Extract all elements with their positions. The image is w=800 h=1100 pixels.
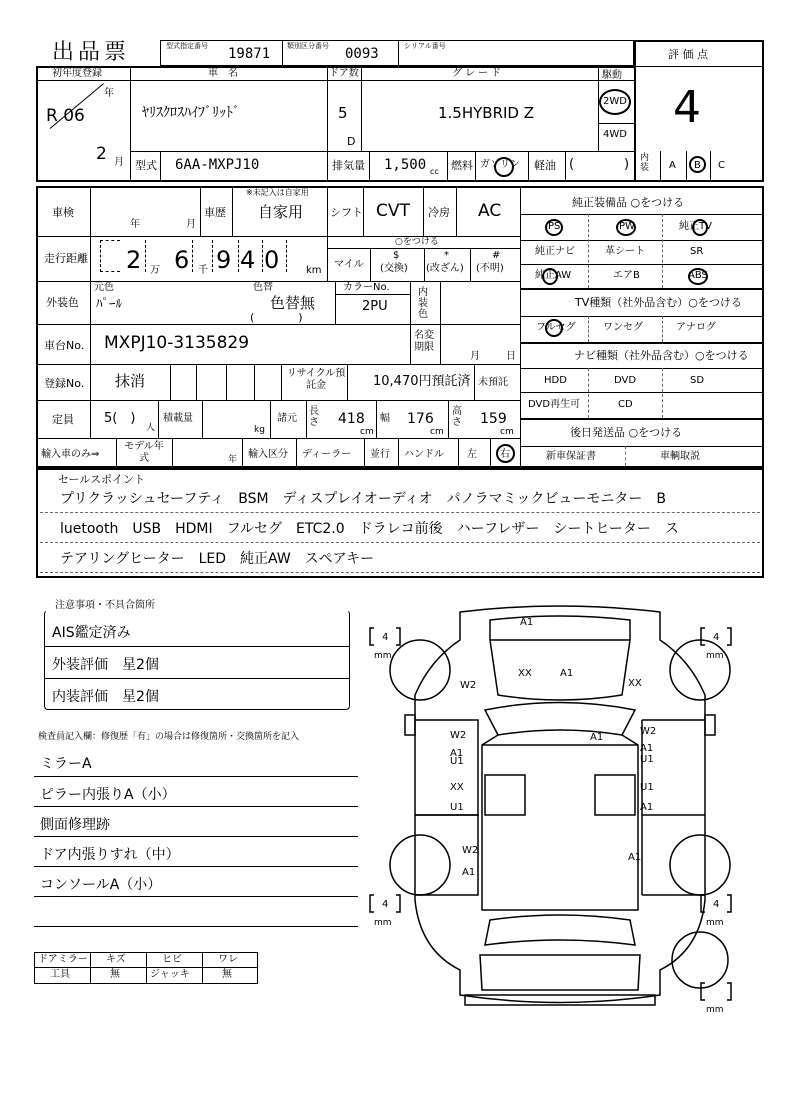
mileage-digit: 4 bbox=[240, 246, 256, 274]
type-no: 19871 bbox=[228, 46, 271, 62]
damage-mark: U1 bbox=[640, 754, 654, 765]
car-name: ﾔﾘｽｸﾛｽﾊｲﾌﾞﾘｯﾄﾞ bbox=[142, 105, 240, 121]
equip-title: 純正装備品 ○をつける bbox=[572, 196, 685, 209]
mileage-digit: 2 bbox=[126, 246, 142, 274]
orig-color-label: 元色 bbox=[94, 282, 114, 293]
doors-label: ドア数 bbox=[329, 68, 359, 79]
first-reg-month: 2 bbox=[96, 144, 107, 164]
tread-label-rr: 4 bbox=[713, 899, 720, 910]
damage-mark: W2 bbox=[462, 845, 479, 856]
model: 6AA-MXPJ10 bbox=[175, 157, 260, 173]
first-reg-label: 初年度登録 bbox=[52, 68, 102, 79]
handle-right-circle bbox=[496, 444, 515, 463]
import-dealer: ディーラー bbox=[302, 449, 352, 460]
import-class-label: 輸入区分 bbox=[248, 449, 288, 460]
tread-unit-spare: mm bbox=[706, 1005, 724, 1015]
damage-mark: A1 bbox=[640, 743, 654, 754]
inspector-line: ピラー内張りA（小） bbox=[40, 787, 176, 803]
year-unit: 年 bbox=[104, 88, 114, 99]
inspector-line: コンソールA（小） bbox=[40, 877, 162, 893]
unknown-label: (不明) bbox=[476, 263, 504, 274]
acc-header: キズ bbox=[106, 954, 126, 965]
interior-b: B bbox=[694, 160, 701, 171]
tv-oneseg: ワンセグ bbox=[603, 322, 643, 333]
tv-analog: アナログ bbox=[676, 322, 716, 333]
inspector-line: 側面修理跡 bbox=[40, 817, 110, 833]
tv-title: TV種類（社外品含む）○をつける bbox=[575, 296, 742, 309]
inspector-line: ドア内張りすれ（中） bbox=[40, 847, 180, 863]
sales-line: luetooth USB HDMI フルセグ ETC2.0 ドラレコ前後 ハーフレザー シートヒーター ス bbox=[60, 521, 679, 537]
damage-mark: XX bbox=[628, 678, 642, 689]
tread-unit-rr: mm bbox=[706, 918, 724, 928]
handle-left: 左 bbox=[467, 449, 477, 460]
width-cm: cm bbox=[430, 427, 444, 437]
length-label: 長さ bbox=[309, 406, 319, 428]
month-unit: 月 bbox=[114, 157, 124, 168]
history: 自家用 bbox=[258, 203, 304, 221]
acc-value: 無 bbox=[110, 969, 120, 980]
tamper-sym: * bbox=[444, 250, 449, 261]
disp-label: 排気量 bbox=[332, 159, 365, 172]
history-label: 車歴 bbox=[204, 206, 226, 219]
exchange-sym: $ bbox=[393, 250, 400, 261]
height: 159 bbox=[480, 411, 507, 427]
tread-unit-rl: mm bbox=[374, 918, 392, 928]
damage-mark: W2 bbox=[450, 730, 467, 741]
damage-mark: U1 bbox=[450, 756, 464, 767]
shift-label: シフト bbox=[330, 206, 363, 219]
acc-header: ヒビ bbox=[162, 954, 182, 965]
history-note: ※未記入は自家用 bbox=[246, 188, 309, 197]
damage-mark: A1 bbox=[520, 617, 534, 628]
later-manual: 車輌取説 bbox=[660, 451, 700, 462]
handle-label: ハンドル bbox=[404, 449, 444, 460]
tamper-label: (改ざん) bbox=[426, 263, 464, 274]
mileage-circle-note: ○をつける bbox=[395, 237, 439, 247]
tv-fullseg-circle bbox=[545, 319, 563, 337]
height-cm: cm bbox=[500, 427, 514, 437]
damage-mark: W2 bbox=[460, 680, 477, 691]
equip-item-ps: PS bbox=[548, 221, 561, 232]
drive-4wd: 4WD bbox=[603, 129, 627, 140]
exchange-label: (交換) bbox=[380, 263, 408, 274]
grade: 1.5HYBRID Z bbox=[438, 104, 535, 122]
recycle-label: リサイクル預託金 bbox=[286, 368, 346, 391]
model-year-label: モデル年式 bbox=[124, 441, 164, 464]
navi-dvd-play: DVD再生可 bbox=[528, 399, 581, 410]
width-label: 幅 bbox=[380, 413, 390, 424]
fuel-gasoline: ガソリン bbox=[480, 159, 520, 170]
tread-unit-fl: mm bbox=[374, 651, 392, 661]
notes-label: 注意事項・不具合箇所 bbox=[55, 600, 155, 611]
diesel-label: 軽油 bbox=[534, 159, 556, 172]
notes-line: 外装評価 星2個 bbox=[52, 657, 159, 673]
tv-fullseg: フルセグ bbox=[536, 322, 576, 333]
damage-mark: A1 bbox=[450, 748, 464, 759]
later-title: 後日発送品 ○をつける bbox=[570, 426, 683, 439]
equip-item-aw: 純正AW bbox=[535, 270, 572, 281]
interior-b-circle bbox=[689, 156, 706, 173]
color-no-label: カラーNo. bbox=[343, 282, 390, 293]
length-cm: cm bbox=[360, 427, 374, 437]
door-suffix: D bbox=[347, 135, 356, 148]
equip-tv-circle bbox=[692, 219, 708, 236]
recycle: 10,470円預託済 bbox=[373, 374, 471, 389]
tread-label-fr: 4 bbox=[713, 632, 720, 643]
damage-mark: W2 bbox=[640, 726, 657, 737]
sales-label: セールスポイント bbox=[58, 473, 146, 486]
acc-header: ドアミラー bbox=[38, 954, 88, 965]
fuel-label: 燃料 bbox=[451, 159, 473, 172]
damage-mark: U1 bbox=[640, 782, 654, 793]
name-change-month: 月 bbox=[470, 351, 480, 362]
sales-line: テアリングヒーター LED 純正AW スペアキー bbox=[60, 551, 375, 567]
navi-sd: SD bbox=[690, 375, 705, 386]
inspector-line: ミラーA bbox=[40, 756, 92, 772]
car-damage-diagram bbox=[360, 600, 760, 1020]
acc-header: ワレ bbox=[218, 954, 238, 965]
disp-unit: cc bbox=[430, 167, 439, 176]
ext-color-label: 外装色 bbox=[46, 296, 79, 309]
fuel-circle bbox=[494, 157, 514, 177]
load-label: 積載量 bbox=[163, 413, 193, 424]
damage-mark: XX bbox=[518, 668, 532, 679]
mileage-digits bbox=[96, 240, 324, 276]
orig-color: ﾊﾟｰﾙ bbox=[96, 297, 122, 312]
acc-value: 工具 bbox=[50, 969, 70, 980]
class-no: 0093 bbox=[345, 46, 379, 62]
equip-pw-circle bbox=[616, 219, 636, 236]
damage-mark: U1 bbox=[450, 802, 464, 813]
damage-mark: A1 bbox=[640, 802, 654, 813]
import-parallel: 並行 bbox=[370, 449, 390, 460]
inspect-month-unit: 月 bbox=[186, 219, 196, 230]
regno-label: 登録No. bbox=[44, 377, 85, 390]
interior-a: A bbox=[669, 160, 676, 171]
class-no-label: 類別区分番号 bbox=[287, 42, 329, 50]
regno: 抹消 bbox=[115, 372, 146, 390]
first-reg-era: R 06 bbox=[46, 106, 85, 126]
tread-unit-fr: mm bbox=[706, 651, 724, 661]
name-change-label: 名変期限 bbox=[414, 330, 434, 353]
ac-label: 冷房 bbox=[428, 206, 450, 219]
tread-label-rl: 4 bbox=[382, 899, 389, 910]
navi-title: ナビ種類（社外品含む）○をつける bbox=[574, 349, 749, 362]
acc-value: ジャッキ bbox=[150, 969, 190, 980]
equip-item-airbag: エアB bbox=[613, 270, 640, 281]
model-year-unit: 年 bbox=[228, 455, 238, 465]
chassis-no: MXPJ10-3135829 bbox=[104, 333, 250, 353]
type-no-label: 型式指定番号 bbox=[166, 42, 208, 50]
tread-label-fl: 4 bbox=[382, 632, 389, 643]
score-value: 4 bbox=[673, 82, 701, 133]
length: 418 bbox=[338, 411, 365, 427]
sheet-title: 出品票 bbox=[52, 40, 131, 65]
int-color-label: 内装色 bbox=[418, 287, 428, 320]
import-label: 輸入車のみ⇒ bbox=[41, 449, 100, 460]
shift: CVT bbox=[376, 201, 410, 221]
drive-2wd: 2WD bbox=[603, 96, 627, 107]
interior-c: C bbox=[718, 160, 725, 171]
color-no: 2PU bbox=[362, 299, 388, 314]
notes-line: 内装評価 星2個 bbox=[52, 689, 159, 705]
drive-2wd-circle bbox=[599, 89, 631, 115]
mileage-km: km bbox=[306, 265, 322, 276]
acc-value: 無 bbox=[222, 969, 232, 980]
mileage-label: 走行距離 bbox=[44, 252, 88, 265]
mile-label: マイル bbox=[334, 259, 364, 270]
displacement: 1,500 bbox=[384, 157, 427, 173]
mileage-man: 万 bbox=[150, 265, 160, 276]
inspect-year-unit: 年 bbox=[130, 219, 140, 230]
width: 176 bbox=[407, 411, 434, 427]
interior-label: 内装 bbox=[640, 153, 650, 173]
unknown-sym: # bbox=[492, 250, 501, 261]
doors: 5 bbox=[338, 104, 348, 122]
recolor: 色替無 bbox=[270, 294, 316, 312]
equip-item-pw: PW bbox=[619, 221, 635, 232]
ac: AC bbox=[478, 201, 502, 221]
capacity: 5( ) bbox=[104, 411, 136, 426]
dims-label: 諸元 bbox=[277, 413, 297, 424]
damage-mark: A1 bbox=[560, 668, 574, 679]
damage-mark: A1 bbox=[590, 732, 604, 743]
fuel-paren-open: ( bbox=[569, 157, 575, 172]
serial-label: シリアル番号 bbox=[404, 42, 446, 50]
equip-abs-circle bbox=[688, 268, 708, 285]
notes-line: AIS鑑定済み bbox=[52, 625, 131, 641]
drive-label: 駆動 bbox=[602, 70, 622, 81]
later-warranty: 新車保証書 bbox=[546, 451, 596, 462]
equip-item-tv: 純正TV bbox=[679, 221, 712, 232]
person-unit: 人 bbox=[146, 423, 156, 433]
recolor-paren: ( ) bbox=[250, 311, 303, 324]
equip-item-abs: ABS bbox=[688, 270, 708, 281]
capacity-label: 定員 bbox=[52, 413, 74, 426]
load-kg: kg bbox=[254, 425, 265, 435]
navi-dvd: DVD bbox=[614, 375, 637, 386]
damage-mark: A1 bbox=[628, 852, 642, 863]
fuel-paren-close: ) bbox=[624, 157, 630, 172]
inspect-label: 車検 bbox=[52, 206, 74, 219]
equip-aw-circle bbox=[542, 268, 558, 285]
mileage-digit: 6 bbox=[174, 246, 190, 274]
height-label: 高さ bbox=[452, 406, 462, 428]
chassis-label: 車台No. bbox=[44, 339, 85, 352]
mileage-digit: 0 bbox=[264, 246, 280, 274]
inspector-label: 検査員記入欄：修復歴「有」の場合は修復箇所・交換箇所を記入 bbox=[38, 732, 300, 742]
damage-mark: A1 bbox=[462, 867, 476, 878]
car-name-label: 車 名 bbox=[208, 68, 238, 79]
model-label: 型式 bbox=[135, 159, 157, 172]
sales-line: プリクラッシュセーフティ BSM ディスプレイオーディオ パノラマミックビューモニター B bbox=[60, 491, 666, 507]
mileage-sen: 千 bbox=[198, 265, 208, 276]
navi-hdd: HDD bbox=[544, 375, 567, 386]
recolor-label: 色替 bbox=[253, 282, 273, 293]
handle-right: 右 bbox=[500, 449, 510, 460]
grade-label: グレード bbox=[452, 68, 504, 79]
name-change-day: 日 bbox=[506, 351, 516, 362]
damage-mark: XX bbox=[450, 782, 464, 793]
equip-item-leather: 革シート bbox=[605, 246, 645, 257]
recycle-unpaid: 未預託 bbox=[478, 377, 508, 388]
equip-ps-circle bbox=[545, 219, 563, 236]
score-label: 評 価 点 bbox=[668, 48, 708, 61]
equip-item-navi: 純正ナビ bbox=[535, 246, 575, 257]
equip-item-sr: SR bbox=[690, 246, 704, 257]
mileage-digit: 9 bbox=[216, 246, 232, 274]
navi-cd: CD bbox=[618, 399, 633, 410]
